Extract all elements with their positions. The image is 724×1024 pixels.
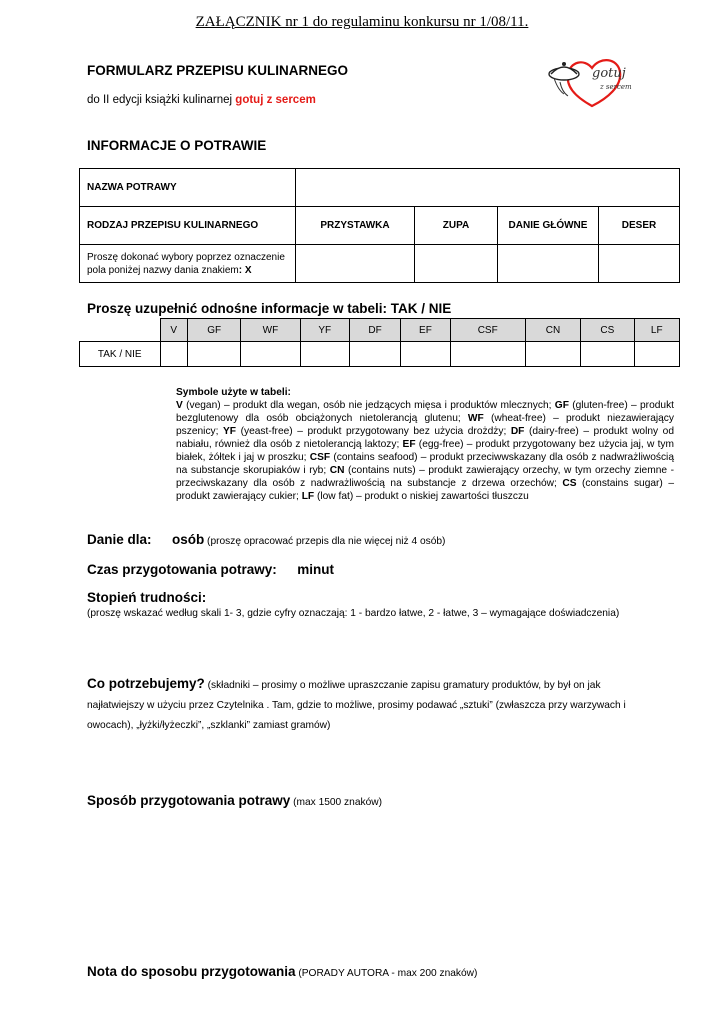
legend-text: (egg-free) – produkt przygotowany bez użycia jaj, w tym białek, żółtek i jaj w proszku; [176,439,674,463]
legend-code: CN [329,465,345,476]
cell-yf[interactable] [300,342,349,367]
cell-cn[interactable] [525,342,580,367]
cell-v[interactable] [160,342,187,367]
diet-table-corner [80,319,161,342]
legend-text: (dairy-free) – produkt wolny od nabiału, również dla osób z nietolerancją laktozy; [176,426,674,450]
legend-text: (yeast-free) – produkt przygotowany bez użycia drożdży; [236,426,511,437]
ingredients-section [87,675,647,735]
tips-label: Nota do sposobu przygotowania [87,964,296,979]
selection-instruction [80,245,296,283]
tak-nie-heading: Proszę uzupełnić odnośne informacje w tabeli: TAK / NIE [87,301,452,316]
cell-ef[interactable] [401,342,450,367]
col-gf: GF [187,319,240,342]
col-wf: WF [241,319,300,342]
servings-label: Danie dla: [87,532,152,547]
legend-text: (constains sugar) – produkt zawierający cukier; [176,478,674,502]
logo-text-sub: z sercem [600,83,632,91]
cell-lf[interactable] [634,342,679,367]
legend-code: CSF [309,452,331,463]
servings-unit: osób [171,532,205,547]
dish-info-table [79,168,680,283]
cell-df[interactable] [349,342,400,367]
col-lf: LF [634,319,679,342]
cell-wf[interactable] [241,342,300,367]
select-danie-glowne[interactable] [498,245,599,283]
legend-text: (wheat-free) – produkt niezawierający pszenicy; [176,413,674,437]
select-przystawka[interactable] [296,245,415,283]
col-cs: CS [581,319,634,342]
row-label: TAK / NIE [80,342,161,367]
legend-code: YF [223,426,237,437]
legend-code: CS [562,478,577,489]
subtitle-prefix: do II edycji książki kulinarnej [87,94,236,106]
col-ef: EF [401,319,450,342]
prep-time-line [87,561,334,579]
gotuj-z-sercem-logo [544,52,642,110]
form-subtitle [87,94,316,106]
col-df: DF [349,319,400,342]
difficulty-label: Stopień trudności: [87,590,207,605]
legend [176,386,674,503]
ingredients-note: (składniki – prosimy o możliwe upraszczanie zapisu gramatury produktów, by był on jak najłatwiejszy w użyciu przez Czytelnika . Tam, gdzie to możliwe, prosimy podawać „sztuki” (zwłaszcza przy warzywach i owocach), „łyżki/łyżeczki”, „szklanki” zamiast gramów) [87,680,626,731]
ingredients-label: Co potrzebujemy? [87,676,205,691]
difficulty-note: (proszę wskazać według skali 1- 3, gdzie cyfry oznaczają: 1 - bardzo łatwe, 2 - łatwe, 3 – wymagające doświadczenia) [87,608,620,619]
prep-time-unit: minut [297,562,334,577]
legend-code: LF [301,491,315,502]
col-v: V [160,319,187,342]
tips-note: (PORADY AUTORA - max 200 znaków) [295,968,478,979]
difficulty-section [87,590,647,622]
select-zupa[interactable] [415,245,498,283]
option-zupa: ZUPA [415,207,498,245]
legend-code: DF [510,426,525,437]
dish-name-label: NAZWA POTRAWY [80,169,296,207]
recipe-type-label: RODZAJ PRZEPISU KULINARNEGO [80,207,296,245]
document-header: ZAŁĄCZNIK nr 1 do regulaminu konkursu nr 1/08/11. [195,14,529,30]
cell-cs[interactable] [581,342,634,367]
legend-code: WF [467,413,484,424]
servings-note: (proszę opracować przepis dla nie więcej niż 4 osób) [204,536,446,547]
col-cn: CN [525,319,580,342]
instruction-mark: : X [238,264,252,276]
cell-gf[interactable] [187,342,240,367]
option-deser: DESER [599,207,680,245]
legend-code: V [176,400,183,411]
legend-text: (contains seafood) – produkt przeciwwskazany dla osób z nadwrażliwością na substancje skorupiaków i ryb; [176,452,674,476]
legend-title: Symbole użyte w tabeli: [176,387,291,398]
dish-name-field[interactable] [296,169,680,207]
legend-text: (low fat) – produkt o niskiej zawartości tłuszczu [314,491,529,502]
legend-body [176,399,674,503]
subtitle-brand: gotuj z sercem [235,94,316,106]
legend-text: (vegan) – produkt dla wegan, osób nie jedzących mięsa i produktów mlecznych; [182,400,555,411]
select-deser[interactable] [599,245,680,283]
logo-text-main: gotuj [592,66,626,81]
heart-cloche-logo-icon [544,52,642,110]
method-label: Sposób przygotowania potrawy [87,793,291,808]
section-info-heading: INFORMACJE O POTRAWIE [87,138,267,153]
option-przystawka: PRZYSTAWKA [296,207,415,245]
legend-code: EF [402,439,416,450]
col-csf: CSF [450,319,525,342]
diet-table [79,318,680,367]
instruction-text: Proszę dokonać wybory poprzez oznaczenie pola poniżej nazwy dania znakiem [87,251,285,276]
tips-section [87,963,477,981]
form-title: FORMULARZ PRZEPISU KULINARNEGO [87,63,348,78]
cell-csf[interactable] [450,342,525,367]
col-yf: YF [300,319,349,342]
legend-code: GF [554,400,569,411]
option-danie-glowne: DANIE GŁÓWNE [498,207,599,245]
method-section [87,792,382,810]
legend-text: (contains nuts) – produkt zawierający orzechy, w tym orzechy ziemne - przeciwskazany dla osób z nadwrażliwością na substancje z drzewa orzechów; [176,465,674,489]
legend-text: (gluten-free) – produkt bezglutenowy dla osób obciążonych nietolerancją glutenu; [176,400,674,424]
prep-time-label: Czas przygotowania potrawy: [87,562,277,577]
servings-line [87,531,445,549]
method-note: (max 1500 znaków) [290,797,382,808]
